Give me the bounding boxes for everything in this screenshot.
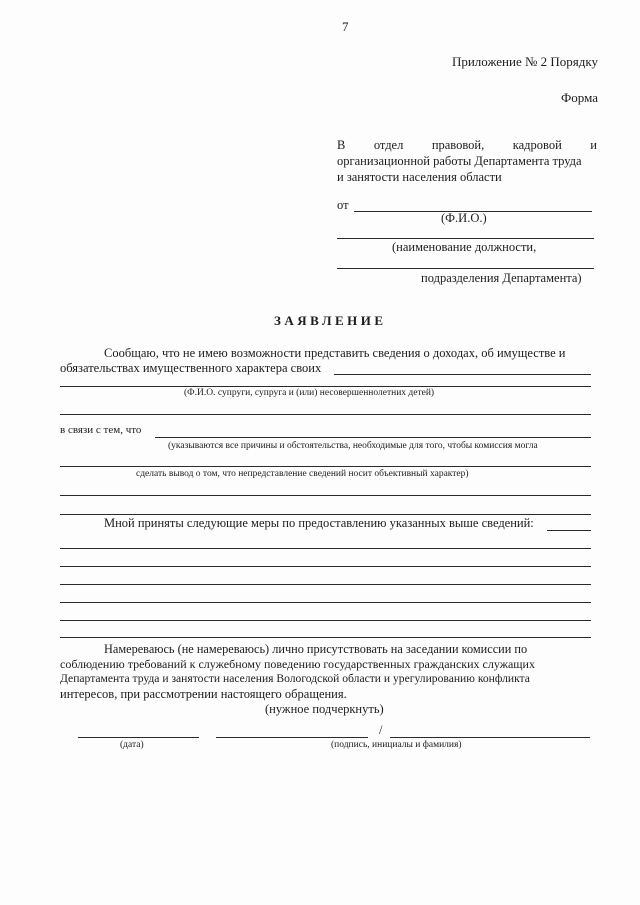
measures-line-2[interactable] xyxy=(60,566,591,567)
intent-line-4: интересов, при рассмотрении настоящего обращения. xyxy=(60,687,347,701)
reason-line-2[interactable] xyxy=(60,495,591,496)
recipient-line-3: и занятости населения области xyxy=(337,170,502,184)
position-caption-2: подразделения Департамента) xyxy=(421,271,582,285)
reason-line-inline[interactable] xyxy=(155,437,591,438)
measures-line-6[interactable] xyxy=(60,637,591,638)
reason-caption-1: (указываются все причины и обстоятельства, необходимые для того, чтобы комиссия могла xyxy=(168,441,538,451)
document-heading: ЗАЯВЛЕНИЕ xyxy=(274,313,387,328)
from-prefix: от xyxy=(337,198,349,212)
recipient-word: и xyxy=(590,138,597,152)
appendix-title: Приложение № 2 Порядку xyxy=(451,54,598,69)
measures-line-5[interactable] xyxy=(60,620,591,621)
measures-line-4[interactable] xyxy=(60,602,591,603)
reason-line-3[interactable] xyxy=(60,514,591,515)
intent-line-3: Департамента труда и занятости населения Вологодской области и урегулированию конфликта xyxy=(60,672,530,685)
signature-line[interactable] xyxy=(216,737,368,738)
form-label: Форма xyxy=(561,90,598,105)
measures-line-3[interactable] xyxy=(60,584,591,585)
reason-caption-2: сделать вывод о том, что непредставление сведений носит объективный характер) xyxy=(136,469,469,479)
recipient-word: кадровой xyxy=(512,138,562,152)
measures-line-1[interactable] xyxy=(60,548,591,549)
position-line-1[interactable] xyxy=(337,238,594,239)
intent-line-1: Намереваюсь (не намереваюсь) лично присутствовать на заседании комиссии по xyxy=(104,642,528,656)
position-line-2[interactable] xyxy=(337,268,594,269)
name-line[interactable] xyxy=(390,737,590,738)
statement-line-1: Сообщаю, что не имею возможности представить сведения о доходах, об имуществе и xyxy=(104,346,566,360)
recipient-word: В xyxy=(337,138,346,152)
relatives-line-inline[interactable] xyxy=(334,374,591,375)
signature-slash: / xyxy=(379,723,383,737)
fio-caption: (Ф.И.О.) xyxy=(441,211,487,225)
measures-line-inline[interactable] xyxy=(547,530,591,531)
measures-text: Мной приняты следующие меры по предоставлению указанных выше сведений: xyxy=(104,516,534,530)
recipient-line-2: организационной работы Департамента труда xyxy=(337,154,582,168)
recipient-word: правовой, xyxy=(431,138,485,152)
spouse-caption: (Ф.И.О. супруги, супруга и (или) несовершеннолетних детей) xyxy=(184,388,435,398)
recipient-line-1 xyxy=(337,138,597,153)
reason-prefix: в связи с тем, что xyxy=(60,424,142,436)
date-caption: (дата) xyxy=(120,740,144,750)
recipient-word: отдел xyxy=(373,138,404,152)
statement-line-2: обязательствах имущественного характера своих xyxy=(60,361,322,375)
relatives-line-extra[interactable] xyxy=(60,414,591,415)
date-line[interactable] xyxy=(78,737,199,738)
page-number: 7 xyxy=(342,19,349,34)
position-caption-1: (наименование должности, xyxy=(392,240,537,254)
reason-line-1[interactable] xyxy=(60,466,591,467)
intent-line-2: соблюдению требований к служебному поведению государственных гражданских служащих xyxy=(60,657,535,671)
signature-caption: (подпись, инициалы и фамилия) xyxy=(331,740,462,750)
relatives-line-full[interactable] xyxy=(60,386,591,387)
underline-note: (нужное подчеркнуть) xyxy=(265,702,384,716)
